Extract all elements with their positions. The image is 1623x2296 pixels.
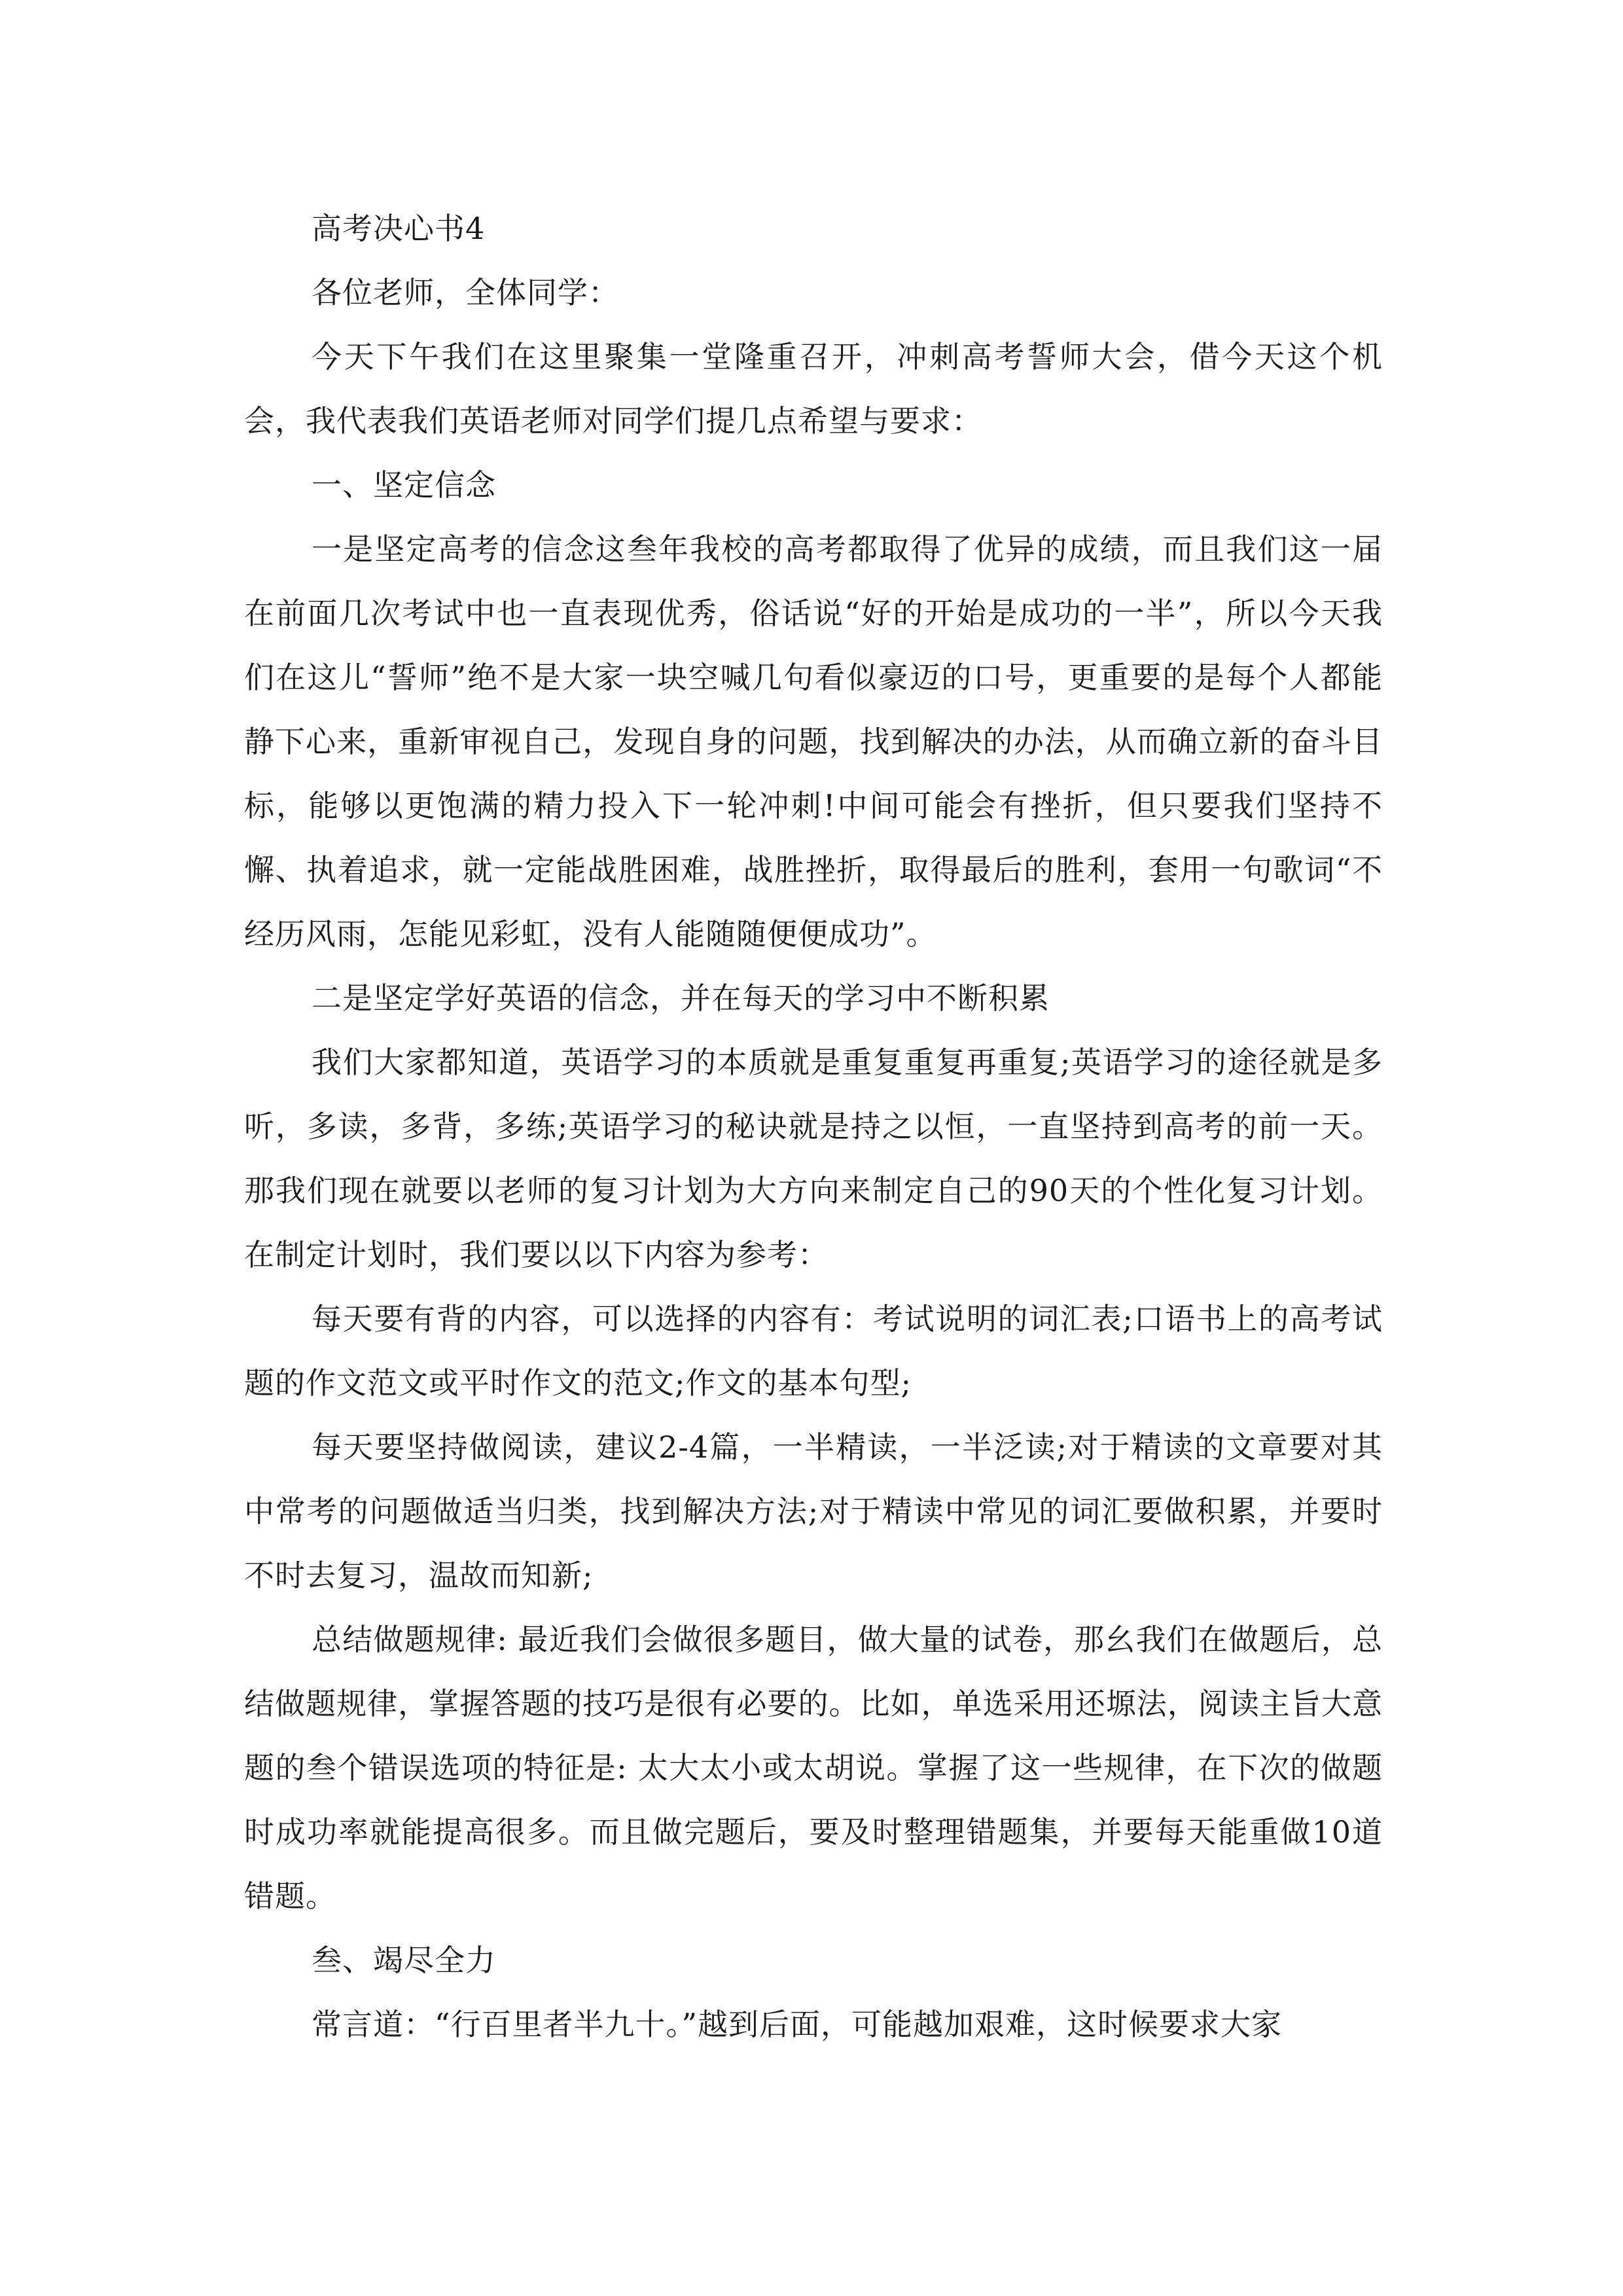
section-heading-1: 一、坚定信念 (312, 467, 496, 503)
paragraph-intro: 今天下午我们在这里聚集一堂隆重召开，冲刺高考誓师大会，借今天这个机会，我代表我们英语老师对同学们提几点希望与要求： (244, 339, 1383, 439)
document-title: 高考决心书4 (312, 211, 486, 246)
paragraph-daily-recite: 每天要有背的内容，可以选择的内容有：考试说明的词汇表;口语书上的高考试题的作文范文或平时作文的范文;作文的基本句型; (244, 1301, 1383, 1401)
paragraph-saying: 常言道：“行百里者半九十。”越到后面，可能越加艰难，这时候要求大家 (312, 2007, 1283, 2042)
salutation: 各位老师，全体同学： (312, 275, 619, 310)
paragraph-summarize-rules: 总结做题规律: 最近我们会做很多题目，做大量的试卷，那幺我们在做题后，总结做题规律，掌握答题的技巧是很有必要的。比如，单选采用还塬法，阅读主旨大意题的叁个错误选项的特征是: 太大太小或太胡说。掌握了这一些规律，在下次的做题时成功率就能提高很多。而且做完题后，要及时整理错题集，并要每天能重做10道错题。 (244, 1622, 1383, 1914)
paragraph-belief-exam: 一是坚定高考的信念这叁年我校的高考都取得了优异的成绩，而且我们这一届在前面几次考试中也一直表现优秀，俗话说“好的开始是成功的一半”，所以今天我们在这儿“誓师”绝不是大家一块空喊几句看似豪迈的口号，更重要的是每个人都能静下心来，重新审视自己，发现自身的问题，找到解决的办法，从而确立新的奋斗目标，能够以更饱满的精力投入下一轮冲刺!中间可能会有挫折，但只要我们坚持不懈、执着追求，就一定能战胜困难，战胜挫折，取得最后的胜利，套用一句歌词“不经历风雨，怎能见彩虹，没有人能随随便便成功”。 (244, 531, 1383, 952)
document-body (244, 196, 1383, 2056)
paragraph-english-study: 我们大家都知道，英语学习的本质就是重复重复再重复;英语学习的途径就是多听，多读，多背，多练;英语学习的秘诀就是持之以恒，一直坚持到高考的前一天。那我们现在就要以老师的复习计划为大方向来制定自己的90天的个性化复习计划。在制定计划时，我们要以以下内容为参考： (244, 1045, 1383, 1272)
subheading-belief-english: 二是坚定学好英语的信念，并在每天的学习中不断积累 (312, 980, 1050, 1016)
section-heading-3: 叁、竭尽全力 (312, 1943, 496, 1978)
paragraph-daily-reading: 每天要坚持做阅读，建议2-4篇，一半精读，一半泛读;对于精读的文章要对其中常考的问题做适当归类，找到解决方法;对于精读中常见的词汇要做积累，并要时不时去复习，温故而知新; (244, 1429, 1383, 1593)
